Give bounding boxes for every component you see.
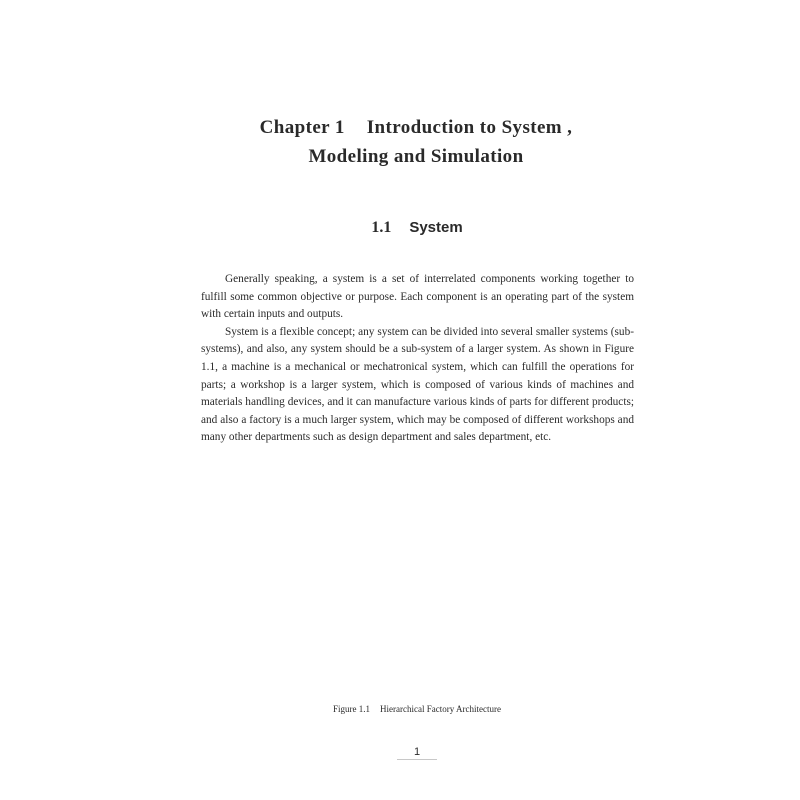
paragraph: System is a flexible concept; any system can be divided into several smaller systems (sub-systems), and also, any system should be a sub-system of a larger system. As shown in Figure 1.1, a machine is a mechanical or mechatronical system, which can fulfill the operations for parts; a workshop is a larger system, which is composed of various kinds of machines and materials handling devices, and it can manufacture various kinds of parts for different products; and also a factory is a much larger system, which may be composed of different workshops and many other departments such as design department and sales department, etc. — [201, 325, 634, 444]
page-number: 1 — [413, 746, 421, 758]
chapter-title-line-1 — [150, 113, 682, 142]
chapter-title-part-1: Introduction to System , — [366, 117, 573, 138]
chapter-label: Chapter 1 — [259, 117, 345, 138]
section-number: 1.1 — [371, 219, 392, 236]
figure-title: Hierarchical Factory Architecture — [380, 704, 501, 714]
chapter-title-line-2 — [150, 142, 682, 171]
figure-label: Figure 1.1 — [333, 704, 371, 714]
section-title: System — [409, 219, 463, 236]
chapter-title-part-2: Modeling and Simulation — [308, 146, 524, 167]
body-text — [201, 271, 634, 447]
page-number-rule — [397, 759, 437, 760]
figure-caption — [200, 704, 634, 714]
section-heading — [200, 219, 634, 237]
paragraph: Generally speaking, a system is a set of interrelated components working together to fulfill some common objective or purpose. Each component is an operating part of the system with certain inputs and outputs. — [201, 273, 634, 321]
